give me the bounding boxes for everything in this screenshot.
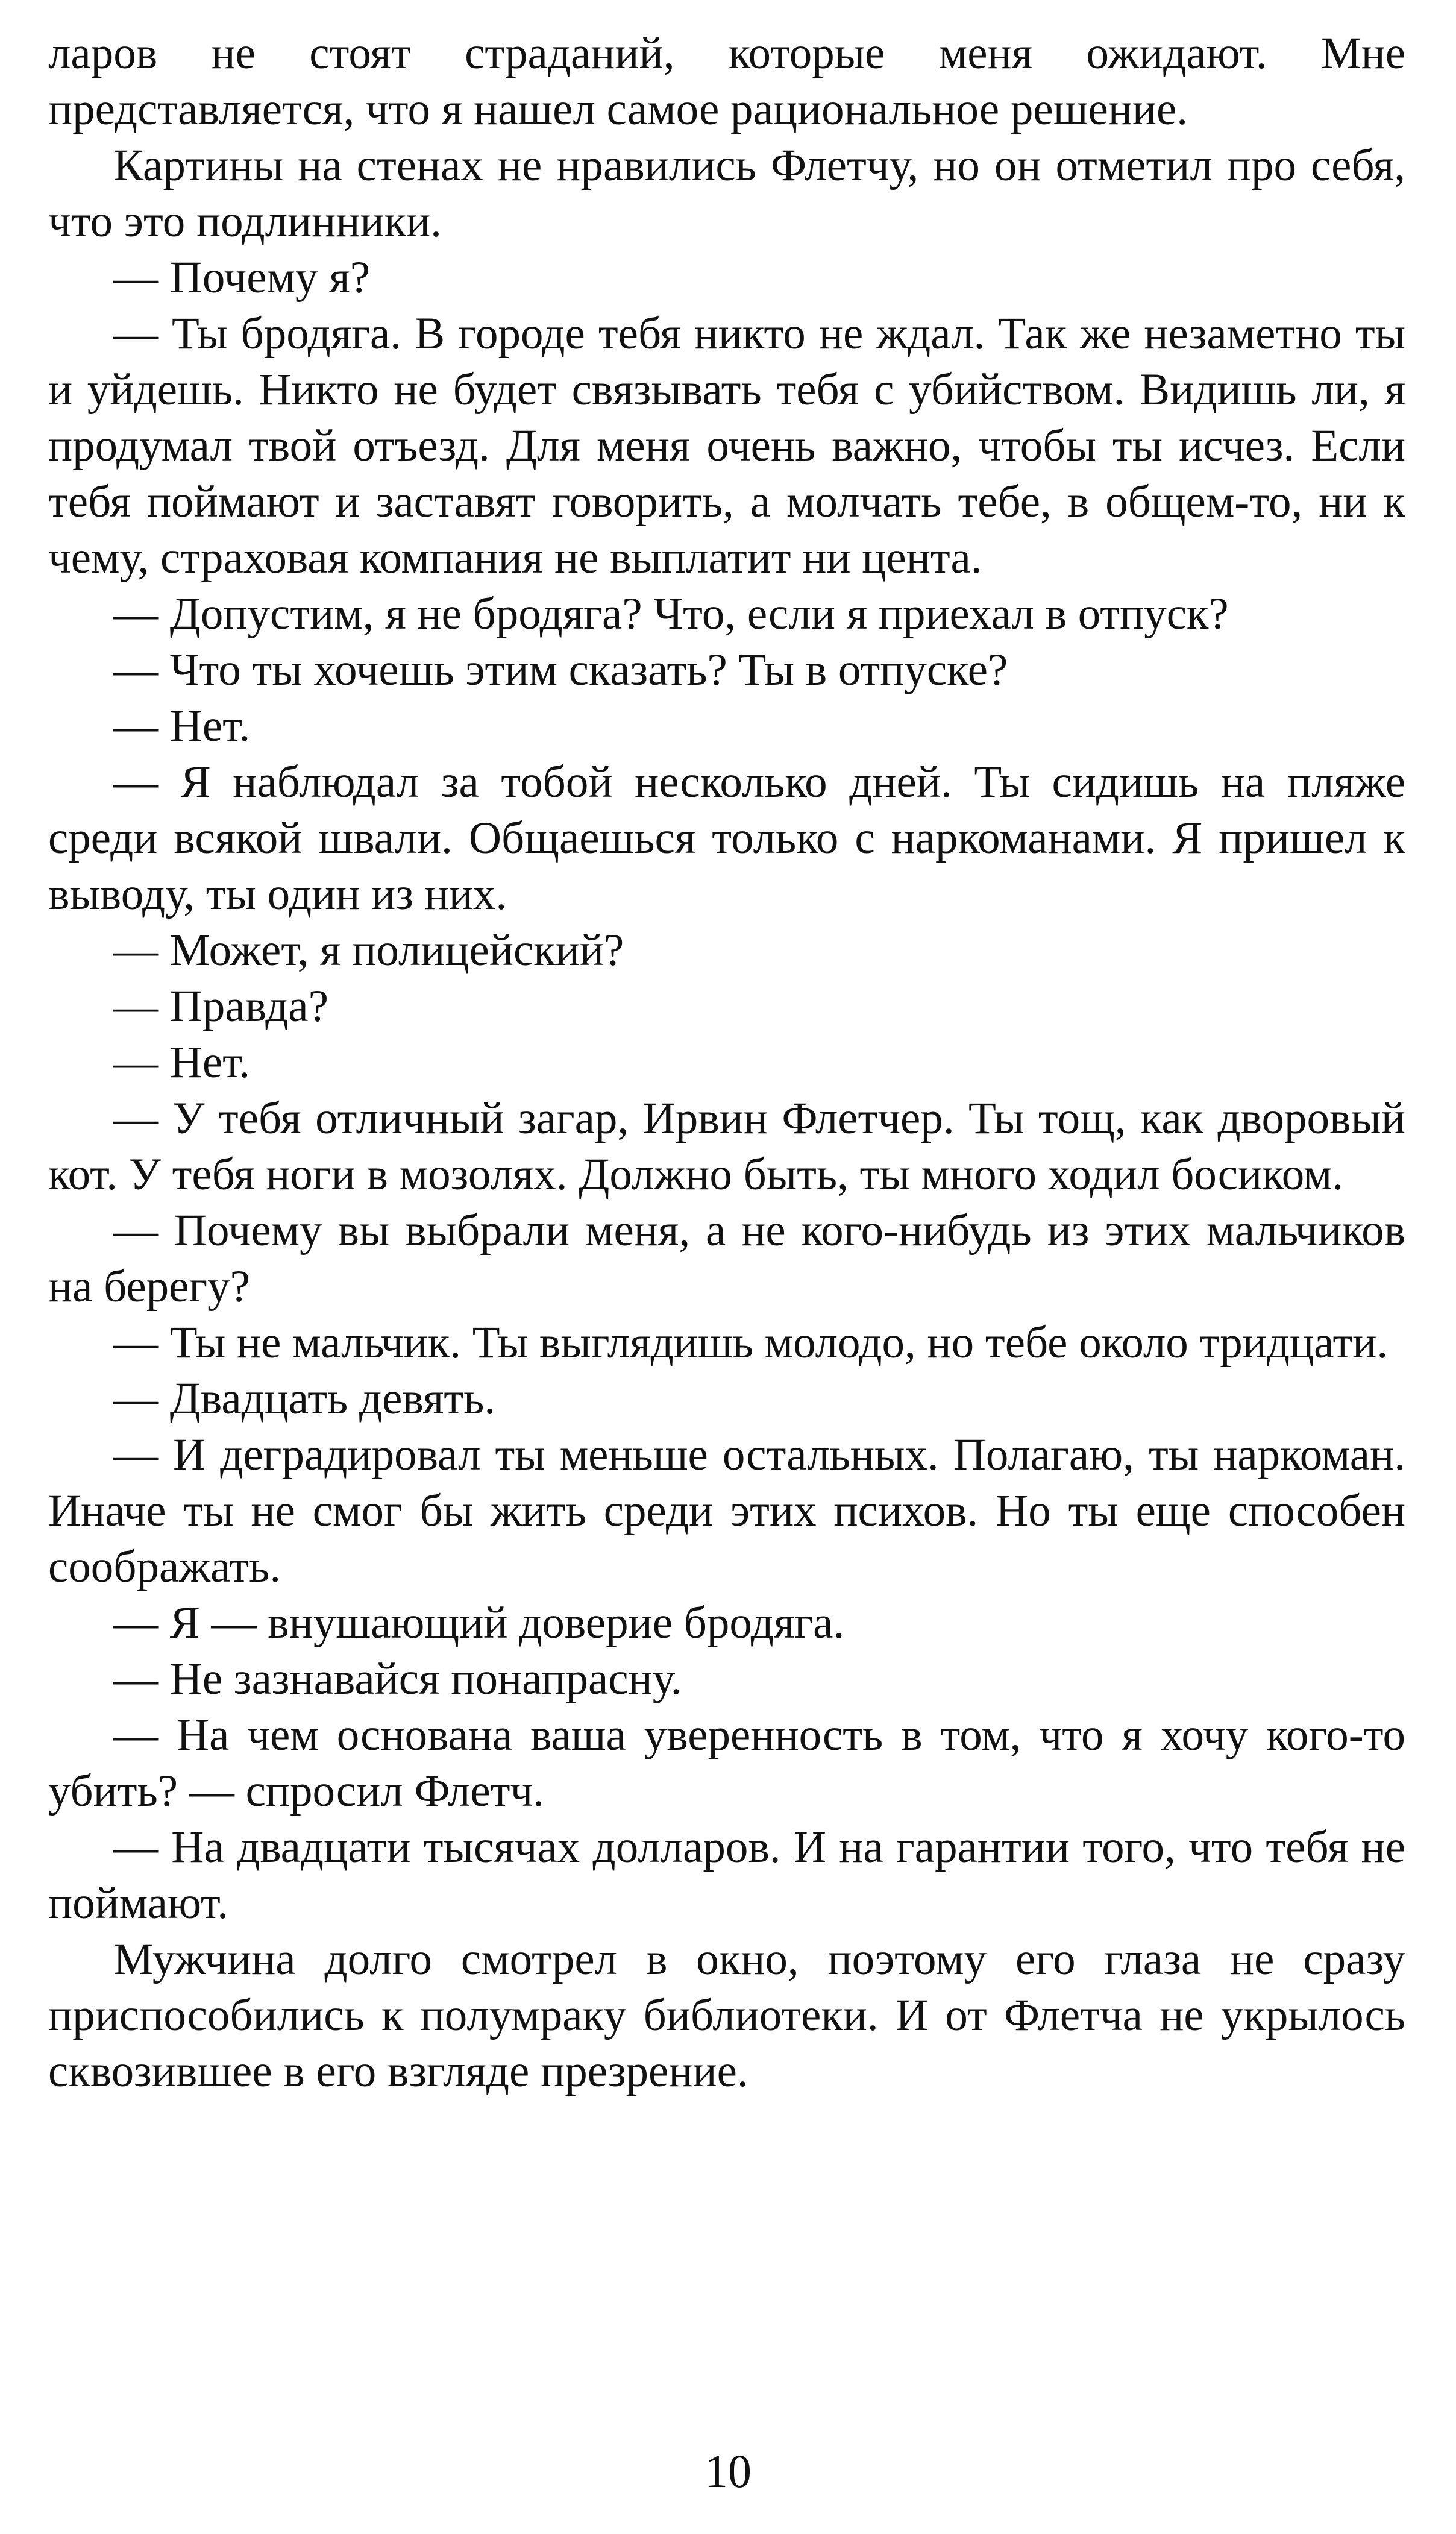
dialogue-line: — Нет. (113, 701, 251, 751)
dialogue-line: — Я — внушающий доверие бродяга. (113, 1598, 845, 1648)
dialogue-line: — Ты не мальчик. Ты выглядишь молодо, но тебе около тридцати. (113, 1318, 1389, 1368)
dialogue-line: — Не зазнавайся понапрасну. (113, 1654, 682, 1704)
dialogue-line: — У тебя отличный загар, Ирвин Флетчер. Ты тощ, как дворовый кот. У тебя ноги в мозолях. Должно быть, ты много ходил босиком. (48, 1093, 1405, 1199)
page-number: 10 (704, 2445, 752, 2497)
dialogue-line: — Допустим, я не бродяга? Что, если я приехал в отпуск? (113, 589, 1229, 639)
paragraph: Картины на стенах не нравились Флетчу, но он отметил про себя, что это подлинники. (48, 140, 1405, 247)
dialogue-line: — Нет. (113, 1037, 251, 1087)
dialogue-line: — Двадцать девять. (113, 1374, 496, 1424)
dialogue-line: — Ты бродяга. В городе тебя никто не ждал. Так же незаметно ты и уйдешь. Никто не будет связывать тебя с убийством. Видишь ли, я продумал твой отъезд. Для меня очень важно, чтобы ты исчез. Если тебя поймают и заставят говорить, а молчать тебе, в общем-то, ни к чему, страховая компания не выплатит ни цента. (48, 309, 1405, 583)
dialogue-line: — Может, я полицейский? (113, 925, 624, 975)
book-page-text (48, 25, 1405, 2099)
dialogue-line: — Что ты хочешь этим сказать? Ты в отпуске? (113, 645, 1008, 695)
dialogue-line: — На чем основана ваша уверенность в том, что я хочу кого-то убить? — спросил Флетч. (48, 1710, 1405, 1816)
paragraph: Мужчина долго смотрел в окно, поэтому его глаза не сразу приспособились к полумраку библиотеки. И от Флетча не укрылось сквозившее в его взгляде презрение. (48, 1934, 1405, 2096)
dialogue-line: — На двадцати тысячах долларов. И на гарантии того, что тебя не поймают. (48, 1822, 1405, 1928)
paragraph-continuation: ларов не стоят страданий, которые меня ожидают. Мне представляется, что я нашел самое рациональное решение. (48, 28, 1405, 134)
dialogue-line: — Правда? (113, 981, 328, 1031)
dialogue-line: — Я наблюдал за тобой несколько дней. Ты сидишь на пляже среди всякой швали. Общаешься только с наркоманами. Я пришел к выводу, ты один из них. (48, 757, 1405, 919)
dialogue-line: — Почему я? (113, 253, 370, 303)
dialogue-line: — Почему вы выбрали меня, а не кого-нибудь из этих мальчиков на берегу? (48, 1206, 1405, 1312)
dialogue-line: — И деградировал ты меньше остальных. Полагаю, ты наркоман. Иначе ты не смог бы жить среди этих психов. Но ты еще способен соображать. (48, 1430, 1405, 1592)
